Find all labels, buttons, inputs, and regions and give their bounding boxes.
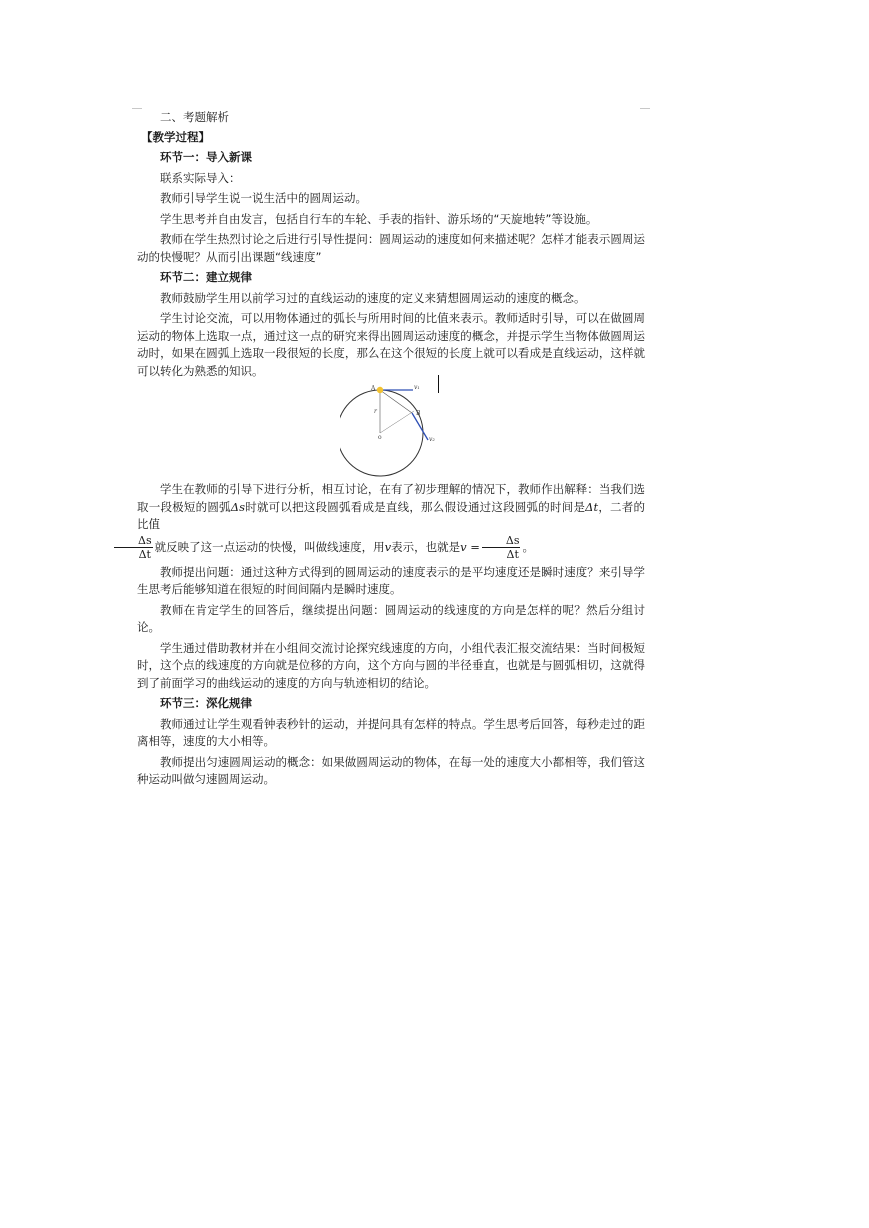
stage1-line: 教师在学生热烈讨论之后进行引导性提问：圆周运动的速度如何来描述呢？怎样才能表示圆周运动的快慢呢？从而引出课题“线速度”: [137, 232, 645, 264]
label-a: A: [371, 385, 376, 392]
ratio-fraction: [114, 534, 153, 561]
explain-part5: 表示，也就是: [391, 539, 461, 554]
delta-s: Δs: [230, 499, 245, 514]
circle-diagram: [340, 383, 450, 479]
stage2-title: 环节二：建立规律: [160, 270, 252, 284]
explain-part6: 。: [522, 539, 534, 554]
explain-part2: 时就可以把这段圆弧看成是直线，那么假设通过这段圆弧的时间是: [245, 499, 586, 514]
delta-t: Δt: [585, 499, 599, 514]
symbol-v: v: [384, 539, 392, 554]
label-v1: v₁: [414, 384, 420, 391]
stage2-line-after: 教师在肯定学生的回答后，继续提出问题：圆周运动的线速度的方向是怎样的呢？然后分组讨论。: [137, 602, 645, 634]
stage1-title: 环节一：导入新课: [160, 150, 252, 164]
label-r: r: [374, 408, 377, 415]
velocity-equation-lhs: v =: [460, 539, 480, 554]
stage1-line: 联系实际导入：: [160, 170, 241, 185]
fraction-numerator: Δs: [482, 534, 521, 548]
stage2-line: 学生讨论交流，可以用物体通过的弧长与所用时间的比值来表示。教师适时引导，可以在做圆周运动的物体上选取一点，通过这一点的研究来得出圆周运动速度的概念，并提示学生当物体做圆周运动时，如果在圆弧上选取一段很短的长度，那么在这个很短的长度上就可以看成是直线运动，这样就可以转化为熟悉的知识。: [137, 311, 645, 378]
fraction-numerator: Δs: [114, 534, 153, 548]
fraction-denominator: Δt: [138, 547, 151, 561]
process-heading: 【教学过程】: [141, 129, 210, 144]
stage3-title: 环节三：深化规律: [160, 696, 252, 710]
text-cursor: [438, 375, 439, 393]
stage2-line-after: 教师提出问题：通过这种方式得到的圆周运动的速度表示的是平均速度还是瞬时速度？来引导学生思考后能够知道在很短的时间间隔内是瞬时速度。: [137, 564, 645, 596]
point-a-marker: [377, 387, 383, 393]
explain-part3: ，二者的比值: [137, 499, 645, 531]
label-o: o: [378, 434, 382, 441]
circular-motion-figure: [137, 383, 645, 479]
stage2-line-after: 学生通过借助教材并在小组间交流讨论探究线速度的方向，小组代表汇报交流结果：当时间极短时，这个点的线速度的方向就是位移的方向，这个方向与圆的半径垂直，也就是与圆弧相切，这就得到了前面学习的曲线运动的速度的方向与轨迹相切的结论。: [137, 640, 645, 690]
stage3-line: 教师通过让学生观看钟表秒针的运动，并提问具有怎样的特点。学生思考后回答，每秒走过的距离相等，速度的大小相等。: [137, 716, 645, 748]
stage2-explanation: [137, 481, 645, 561]
stage1-line: 学生思考并自由发言，包括自行车的车轮、手表的指针、游乐场的“天旋地转”等设施。: [160, 211, 598, 226]
stage2-line: 教师鼓励学生用以前学习过的直线运动的速度的定义来猜想圆周运动的速度的概念。: [160, 290, 586, 305]
lesson-content: [137, 109, 645, 792]
label-v2: v₂: [429, 436, 435, 443]
fraction-denominator: Δt: [506, 547, 519, 561]
section-heading: 二、考题解析: [160, 110, 229, 124]
radius-line-b: [380, 411, 414, 433]
explain-part4: 就反映了这一点运动的快慢，叫做线速度，用: [154, 539, 385, 554]
explain-part1: 学生在教师的引导下进行分析，相互讨论，在有了初步理解的情况下，教师作出解释：当我们选取一段极短的圆弧: [137, 482, 645, 514]
stage1-line: 教师引导学生说一说生活中的圆周运动。: [160, 191, 367, 205]
velocity-fraction: [482, 534, 521, 561]
stage3-line: 教师提出匀速圆周运动的概念：如果做圆周运动的物体，在每一处的速度大小都相等，我们管这种运动叫做匀速圆周运动。: [137, 754, 645, 786]
circle-path: [340, 390, 423, 476]
label-b: B: [416, 410, 421, 417]
